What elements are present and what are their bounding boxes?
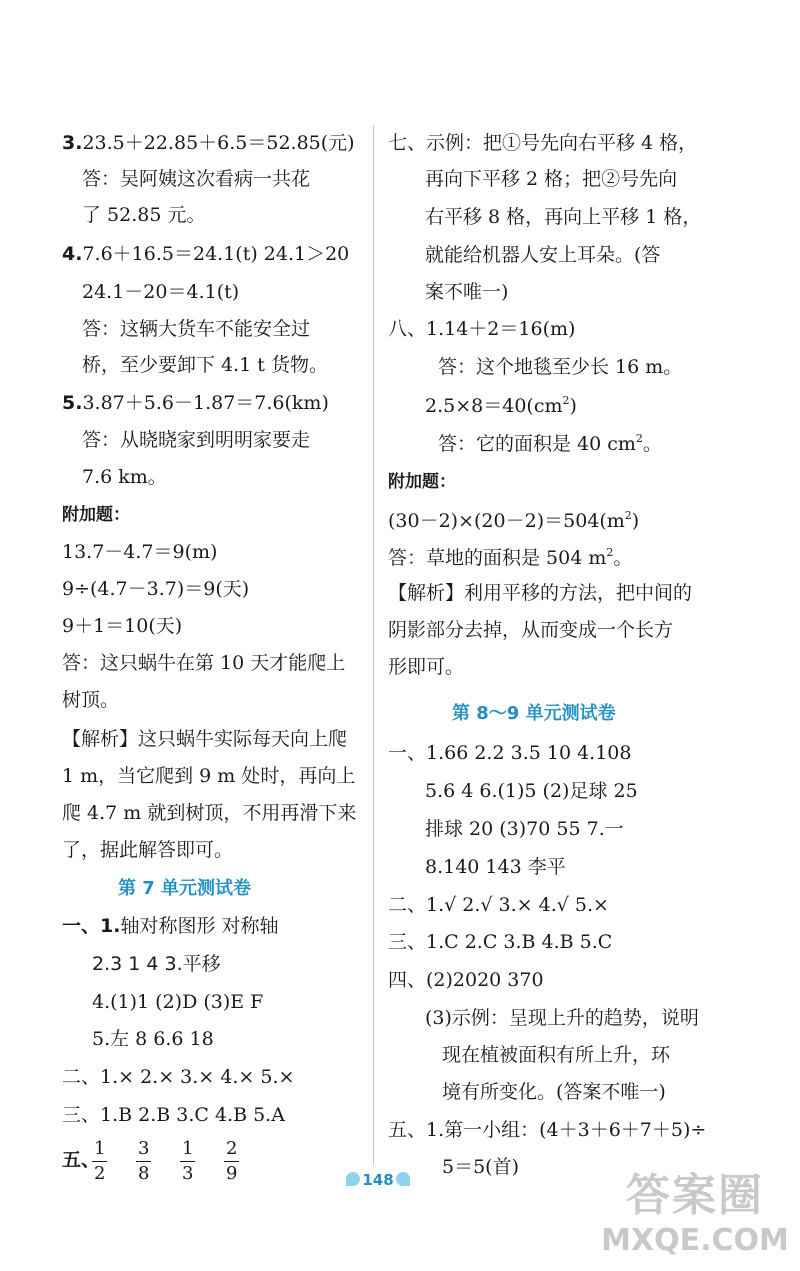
answer-text: 9＋1＝10(天) (62, 615, 183, 637)
answer-row: 一、1.66 2.2 3.5 10 4.108 (388, 742, 632, 764)
answer-text: 就能给机器人安上耳朵。(答 (425, 244, 661, 266)
wing-ornament-icon (346, 1172, 360, 1186)
answer-text: 答：这辆大货车不能安全过 (82, 318, 311, 340)
answer-text: 13.7－4.7＝9(m) (62, 541, 218, 563)
answer-row: 四、(2)2020 370 (388, 969, 544, 991)
answer-text: 现在植被面积有所上升，环 (442, 1044, 671, 1066)
answer-row: 8.140 143 李平 (425, 856, 566, 878)
answer-text: 答：它的面积是 40 $cm^2$。 (438, 432, 662, 455)
answer-3: 3.23.5＋22.85＋6.5＝52.85(元) (62, 132, 355, 154)
answer-text: 答：这只蜗牛在第 10 天才能爬上 (62, 652, 346, 674)
answer-text: 答：这个地毯至少长 16 m。 (438, 356, 683, 378)
answer-text: 再向下平移 2 格；把②号先向 (425, 168, 678, 190)
watermark-logo: 答案圈 MXQE.COM (601, 1170, 789, 1258)
fraction: $\frac{3}{8}$ (138, 1138, 150, 1184)
answer-text: 24.1－20＝4.1(t) (82, 281, 240, 303)
page-number: 148 (346, 1166, 410, 1194)
answer-text: 答：吴阿姨这次看病一共花 (82, 168, 311, 190)
answer-row: 排球 20 (3)70 55 7.一 (425, 818, 624, 840)
answer-row: 五、1.第一小组：(4＋3＋6＋7＋5)÷ (388, 1119, 707, 1141)
analysis-text: 阴影部分去掉，从而变成一个长方 (388, 619, 674, 641)
answer-row-label: 五、 (62, 1149, 101, 1171)
fraction: $\frac{1}{3}$ (182, 1138, 194, 1184)
answer-text: 桥，至少要卸下 4.1 t 货物。 (82, 354, 328, 376)
answer-8-2: $2.5\times 8=40(cm^2)$ (425, 394, 577, 417)
answer-7: 七、示例：把①号先向右平移 4 格， (388, 132, 698, 154)
answer-text: 5＝5(首) (442, 1156, 520, 1178)
answer-text: 答：草地的面积是 504 $m^2$。 (388, 546, 633, 569)
answer-row: 4.(1)1 (2)D (3)E F (92, 991, 264, 1013)
answer-4: 4.7.6＋16.5＝24.1(t) 24.1＞20 (62, 243, 350, 265)
fraction: $\frac{1}{2}$ (94, 1138, 106, 1184)
analysis-text: 1 m，当它爬到 9 m 处时，再向上 (62, 765, 356, 787)
section-title-unit-8-9: 第 8～9 单元测试卷 (452, 703, 616, 724)
answer-text: 了 52.85 元。 (82, 204, 206, 226)
answer-5: 5.3.87＋5.6－1.87＝7.6(km) (62, 392, 329, 414)
answer-row: 三、1.B 2.B 3.C 4.B 5.A (62, 1104, 285, 1126)
answer-text: 9÷(4.7－3.7)＝9(天) (62, 578, 250, 600)
answer-row: 三、1.C 2.C 3.B 4.B 5.C (388, 931, 613, 953)
fraction: $\frac{2}{9}$ (226, 1138, 238, 1184)
answer-text: 右平移 8 格，再向上平移 1 格， (425, 206, 702, 228)
answer-text: 答：从晓晓家到明明家要走 (82, 429, 311, 451)
column-divider (373, 125, 374, 1165)
analysis-text: 爬 4.7 m 就到树顶，不用再滑下来 (62, 802, 357, 824)
bonus-heading: 附加题： (388, 472, 456, 492)
answer-text: 树顶。 (62, 689, 120, 711)
answer-row: 二、1.√ 2.√ 3.× 4.√ 5.× (388, 894, 609, 916)
analysis-text: 【解析】这只蜗牛实际每天向上爬 (62, 728, 348, 750)
answer-row: 一、1.轴对称图形 对称轴 (62, 915, 279, 937)
answer-row: 2.3 1 4 3.平移 (92, 953, 221, 975)
answer-8: 八、1.14＋2＝16(m) (388, 318, 576, 340)
answer-text: $(30-2)\times(20-2)=504(m^2)$ (388, 509, 640, 532)
analysis-text: 【解析】利用平移的方法，把中间的 (388, 582, 693, 604)
answer-text: 案不唯一) (425, 281, 509, 303)
answer-text: 7.6 km。 (82, 466, 167, 488)
answer-row: 二、1.× 2.× 3.× 4.× 5.× (62, 1066, 295, 1088)
answer-row: 5.左 8 6.6 18 (92, 1028, 214, 1050)
answer-text: 境有所变化。(答案不唯一) (442, 1081, 666, 1103)
bonus-heading: 附加题： (62, 505, 130, 525)
wing-ornament-icon (396, 1172, 410, 1186)
analysis-text: 形即可。 (388, 656, 465, 678)
answer-text: (3)示例：呈现上升的趋势，说明 (425, 1007, 699, 1029)
answer-row: 5.6 4 6.(1)5 (2)足球 25 (425, 780, 638, 802)
analysis-text: 了，据此解答即可。 (62, 839, 234, 861)
section-title-unit-7: 第 7 单元测试卷 (118, 878, 252, 899)
